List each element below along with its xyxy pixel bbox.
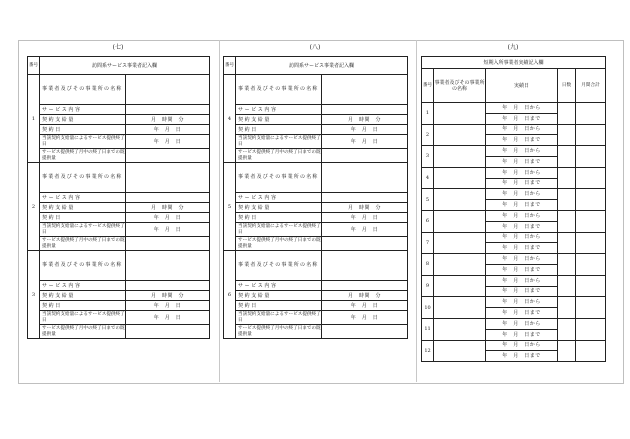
record-row bbox=[422, 124, 606, 135]
field-label: 事業者及びその事業所の名称 bbox=[236, 163, 322, 193]
visit-service-table bbox=[223, 56, 408, 339]
field-value[interactable]: 月 時間 分 bbox=[126, 291, 210, 301]
field-value[interactable] bbox=[126, 251, 210, 281]
record-row bbox=[422, 103, 606, 114]
group-number: 4 bbox=[224, 75, 236, 163]
short-stay-table bbox=[421, 56, 606, 362]
panel-title: (八) bbox=[309, 44, 321, 51]
field-label: 当該契約支給量によるサービス提供終了日 bbox=[40, 311, 126, 325]
period-cell[interactable]: 年 月 日まで bbox=[486, 113, 558, 124]
col-provider: 事業者及びその事業所の名称 bbox=[434, 69, 486, 103]
provider-cell[interactable] bbox=[434, 275, 486, 297]
usage-before-end-row bbox=[224, 325, 408, 339]
period-cell[interactable]: 年 月 日まで bbox=[486, 200, 558, 211]
monthly-total-cell[interactable] bbox=[576, 189, 606, 211]
provider-name-row bbox=[224, 251, 408, 281]
period-cell[interactable]: 年 月 日から bbox=[486, 167, 558, 178]
header-number: 番号 bbox=[28, 57, 40, 75]
page-fold-divider bbox=[416, 40, 417, 382]
contract-amount-row bbox=[224, 291, 408, 301]
record-row bbox=[422, 254, 606, 265]
field-value[interactable]: 年 月 日 bbox=[126, 311, 210, 325]
field-label: 契約支給量 bbox=[236, 291, 322, 301]
end-date-row bbox=[224, 311, 408, 325]
field-value[interactable] bbox=[126, 105, 210, 115]
field-value[interactable]: 年 月 日 bbox=[322, 311, 408, 325]
usage-before-end-row bbox=[28, 149, 210, 163]
field-label: 事業者及びその事業所の名称 bbox=[40, 251, 126, 281]
provider-cell[interactable] bbox=[434, 124, 486, 146]
header-title: 訪問系サービス事業者記入欄 bbox=[236, 57, 408, 75]
table-header-row bbox=[224, 57, 408, 75]
provider-name-row bbox=[28, 75, 210, 105]
day-count-cell[interactable] bbox=[558, 103, 576, 125]
col-days: 実績日 bbox=[486, 69, 558, 103]
provider-cell[interactable] bbox=[434, 297, 486, 319]
day-count-cell[interactable] bbox=[558, 340, 576, 362]
end-date-row bbox=[28, 135, 210, 149]
end-date-row bbox=[224, 223, 408, 237]
field-value[interactable]: 月 時間 分 bbox=[322, 291, 408, 301]
field-label: 契約支給量 bbox=[236, 203, 322, 213]
field-label: サービス内容 bbox=[40, 105, 126, 115]
row-number: 7 bbox=[422, 232, 434, 254]
field-value[interactable]: 月 時間 分 bbox=[126, 203, 210, 213]
service-content-row bbox=[224, 193, 408, 203]
field-value[interactable]: 年 月 日 bbox=[322, 301, 408, 311]
field-label: 事業者及びその事業所の名称 bbox=[236, 251, 322, 281]
period-cell[interactable]: 年 月 日から bbox=[486, 232, 558, 243]
field-label: サービス提供終了月中の終了日までの既提供量 bbox=[236, 237, 322, 251]
period-cell[interactable]: 年 月 日から bbox=[486, 210, 558, 221]
field-label: サービス提供終了月中の終了日までの既提供量 bbox=[236, 325, 322, 339]
provider-cell[interactable] bbox=[434, 232, 486, 254]
period-cell[interactable]: 年 月 日まで bbox=[486, 351, 558, 362]
group-number: 1 bbox=[28, 75, 40, 163]
period-cell[interactable]: 年 月 日まで bbox=[486, 329, 558, 340]
field-value[interactable] bbox=[322, 325, 408, 339]
service-content-row bbox=[224, 281, 408, 291]
day-count-cell[interactable] bbox=[558, 167, 576, 189]
period-cell[interactable]: 年 月 日から bbox=[486, 189, 558, 200]
row-number: 2 bbox=[422, 124, 434, 146]
period-cell[interactable]: 年 月 日まで bbox=[486, 243, 558, 254]
field-label: サービス内容 bbox=[236, 193, 322, 203]
field-value[interactable] bbox=[322, 193, 408, 203]
field-label: 当該契約支給量によるサービス提供終了日 bbox=[236, 135, 322, 149]
period-cell[interactable]: 年 月 日から bbox=[486, 275, 558, 286]
field-label: 契約日 bbox=[236, 125, 322, 135]
usage-before-end-row bbox=[224, 237, 408, 251]
contract-amount-row bbox=[28, 115, 210, 125]
monthly-total-cell[interactable] bbox=[576, 103, 606, 125]
monthly-total-cell[interactable] bbox=[576, 146, 606, 168]
field-label: サービス提供終了月中の終了日までの既提供量 bbox=[236, 149, 322, 163]
field-value[interactable]: 月 時間 分 bbox=[322, 203, 408, 213]
field-value[interactable] bbox=[322, 251, 408, 281]
field-label: 事業者及びその事業所の名称 bbox=[40, 75, 126, 105]
field-value[interactable] bbox=[322, 149, 408, 163]
service-content-row bbox=[224, 105, 408, 115]
service-content-row bbox=[28, 281, 210, 291]
end-date-row bbox=[28, 311, 210, 325]
row-number: 6 bbox=[422, 210, 434, 232]
monthly-total-cell[interactable] bbox=[576, 297, 606, 319]
provider-name-row bbox=[224, 163, 408, 193]
row-number: 3 bbox=[422, 146, 434, 168]
day-count-cell[interactable] bbox=[558, 254, 576, 276]
field-label: サービス内容 bbox=[236, 281, 322, 291]
period-cell[interactable]: 年 月 日から bbox=[486, 297, 558, 308]
field-label: 契約日 bbox=[40, 125, 126, 135]
provider-cell[interactable] bbox=[434, 210, 486, 232]
field-label: サービス提供終了月中の終了日までの既提供量 bbox=[40, 325, 126, 339]
provider-cell[interactable] bbox=[434, 340, 486, 362]
monthly-total-cell[interactable] bbox=[576, 232, 606, 254]
monthly-total-cell[interactable] bbox=[576, 275, 606, 297]
panel-title: (九) bbox=[507, 44, 519, 51]
header-title: 短期入所事業者実績記入欄 bbox=[422, 57, 606, 69]
field-label: 契約日 bbox=[236, 213, 322, 223]
field-value[interactable]: 年 月 日 bbox=[126, 125, 210, 135]
page-fold-divider bbox=[219, 40, 220, 382]
contract-amount-row bbox=[28, 203, 210, 213]
record-row bbox=[422, 275, 606, 286]
field-value[interactable] bbox=[126, 75, 210, 105]
visit-service-table bbox=[27, 56, 210, 339]
day-count-cell[interactable] bbox=[558, 297, 576, 319]
panel-short-stay-9 bbox=[421, 44, 605, 374]
day-count-cell[interactable] bbox=[558, 146, 576, 168]
table-header-row bbox=[28, 57, 210, 75]
day-count-cell[interactable] bbox=[558, 275, 576, 297]
field-value[interactable]: 月 時間 分 bbox=[126, 115, 210, 125]
field-value[interactable] bbox=[322, 105, 408, 115]
field-value[interactable] bbox=[126, 281, 210, 291]
period-cell[interactable]: 年 月 日から bbox=[486, 254, 558, 265]
row-number: 9 bbox=[422, 275, 434, 297]
field-label: 当該契約支給量によるサービス提供終了日 bbox=[40, 135, 126, 149]
header-title: 訪問系サービス事業者記入欄 bbox=[40, 57, 210, 75]
panel-title: (七) bbox=[112, 44, 124, 51]
field-label: 契約日 bbox=[40, 213, 126, 223]
field-value[interactable]: 年 月 日 bbox=[322, 135, 408, 149]
field-value[interactable] bbox=[322, 75, 408, 105]
period-cell[interactable]: 年 月 日から bbox=[486, 124, 558, 135]
row-number: 12 bbox=[422, 340, 434, 362]
day-count-cell[interactable] bbox=[558, 189, 576, 211]
day-count-cell[interactable] bbox=[558, 232, 576, 254]
group-number: 5 bbox=[224, 163, 236, 251]
col-monthly-total: 月間合計 bbox=[576, 69, 606, 103]
monthly-total-cell[interactable] bbox=[576, 318, 606, 340]
provider-name-row bbox=[28, 163, 210, 193]
field-value[interactable]: 年 月 日 bbox=[322, 213, 408, 223]
field-value[interactable]: 年 月 日 bbox=[126, 301, 210, 311]
contract-date-row bbox=[28, 301, 210, 311]
field-label: サービス提供終了月中の終了日までの既提供量 bbox=[40, 149, 126, 163]
row-number: 4 bbox=[422, 167, 434, 189]
field-label: 契約支給量 bbox=[40, 115, 126, 125]
row-number: 5 bbox=[422, 189, 434, 211]
usage-before-end-row bbox=[28, 325, 210, 339]
service-content-row bbox=[28, 193, 210, 203]
contract-date-row bbox=[224, 213, 408, 223]
field-label: 事業者及びその事業所の名称 bbox=[40, 163, 126, 193]
monthly-total-cell[interactable] bbox=[576, 340, 606, 362]
field-label: 当該契約支給量によるサービス提供終了日 bbox=[236, 223, 322, 237]
contract-date-row bbox=[224, 301, 408, 311]
panel-visit-service-7 bbox=[27, 44, 209, 374]
field-value[interactable]: 月 時間 分 bbox=[322, 115, 408, 125]
field-label: 事業者及びその事業所の名称 bbox=[236, 75, 322, 105]
provider-name-row bbox=[28, 251, 210, 281]
contract-amount-row bbox=[224, 203, 408, 213]
field-value[interactable]: 年 月 日 bbox=[322, 125, 408, 135]
field-value[interactable] bbox=[126, 237, 210, 251]
field-label: 契約日 bbox=[236, 301, 322, 311]
period-cell[interactable]: 年 月 日まで bbox=[486, 156, 558, 167]
period-cell[interactable]: 年 月 日まで bbox=[486, 178, 558, 189]
col-number: 番号 bbox=[422, 69, 434, 103]
field-label: 当該契約支給量によるサービス提供終了日 bbox=[236, 311, 322, 325]
provider-cell[interactable] bbox=[434, 189, 486, 211]
usage-before-end-row bbox=[224, 149, 408, 163]
row-number: 8 bbox=[422, 254, 434, 276]
field-label: 当該契約支給量によるサービス提供終了日 bbox=[40, 223, 126, 237]
period-cell[interactable]: 年 月 日まで bbox=[486, 135, 558, 146]
field-label: サービス内容 bbox=[40, 193, 126, 203]
field-value[interactable] bbox=[322, 163, 408, 193]
row-number: 1 bbox=[422, 103, 434, 125]
day-count-cell[interactable] bbox=[558, 318, 576, 340]
field-value[interactable] bbox=[126, 163, 210, 193]
field-label: サービス内容 bbox=[236, 105, 322, 115]
contract-date-row bbox=[224, 125, 408, 135]
monthly-total-cell[interactable] bbox=[576, 124, 606, 146]
field-value[interactable] bbox=[322, 237, 408, 251]
provider-cell[interactable] bbox=[434, 167, 486, 189]
period-cell[interactable]: 年 月 日まで bbox=[486, 264, 558, 275]
period-cell[interactable]: 年 月 日まで bbox=[486, 221, 558, 232]
monthly-total-cell[interactable] bbox=[576, 167, 606, 189]
field-value[interactable]: 年 月 日 bbox=[126, 223, 210, 237]
field-value[interactable] bbox=[126, 193, 210, 203]
row-number: 11 bbox=[422, 318, 434, 340]
day-count-cell[interactable] bbox=[558, 124, 576, 146]
monthly-total-cell[interactable] bbox=[576, 210, 606, 232]
header-number: 番号 bbox=[224, 57, 236, 75]
end-date-row bbox=[28, 223, 210, 237]
day-count-cell[interactable] bbox=[558, 210, 576, 232]
field-label: 契約支給量 bbox=[40, 203, 126, 213]
period-cell[interactable]: 年 月 日まで bbox=[486, 308, 558, 319]
field-label: 契約日 bbox=[40, 301, 126, 311]
provider-cell[interactable] bbox=[434, 318, 486, 340]
period-cell[interactable]: 年 月 日から bbox=[486, 340, 558, 351]
service-content-row bbox=[28, 105, 210, 115]
contract-date-row bbox=[28, 213, 210, 223]
field-label: サービス内容 bbox=[40, 281, 126, 291]
provider-cell[interactable] bbox=[434, 103, 486, 125]
record-row bbox=[422, 189, 606, 200]
field-value[interactable] bbox=[322, 281, 408, 291]
period-cell[interactable]: 年 月 日から bbox=[486, 146, 558, 157]
end-date-row bbox=[224, 135, 408, 149]
column-header-row bbox=[422, 69, 606, 103]
record-row bbox=[422, 297, 606, 308]
period-cell[interactable]: 年 月 日から bbox=[486, 318, 558, 329]
record-row bbox=[422, 210, 606, 221]
contract-amount-row bbox=[224, 115, 408, 125]
field-value[interactable]: 年 月 日 bbox=[322, 223, 408, 237]
group-number: 3 bbox=[28, 251, 40, 339]
record-row bbox=[422, 232, 606, 243]
group-number: 2 bbox=[28, 163, 40, 251]
table-header-row bbox=[422, 57, 606, 69]
field-label: サービス提供終了月中の終了日までの既提供量 bbox=[40, 237, 126, 251]
panel-visit-service-8 bbox=[223, 44, 407, 374]
contract-date-row bbox=[28, 125, 210, 135]
field-label: 契約支給量 bbox=[236, 115, 322, 125]
contract-amount-row bbox=[28, 291, 210, 301]
row-number: 10 bbox=[422, 297, 434, 319]
group-number: 6 bbox=[224, 251, 236, 339]
field-value[interactable] bbox=[126, 149, 210, 163]
field-value[interactable]: 年 月 日 bbox=[126, 135, 210, 149]
record-row bbox=[422, 340, 606, 351]
field-value[interactable] bbox=[126, 325, 210, 339]
provider-cell[interactable] bbox=[434, 254, 486, 276]
record-row bbox=[422, 146, 606, 157]
period-cell[interactable]: 年 月 日から bbox=[486, 103, 558, 114]
usage-before-end-row bbox=[28, 237, 210, 251]
provider-cell[interactable] bbox=[434, 146, 486, 168]
record-row bbox=[422, 167, 606, 178]
provider-name-row bbox=[224, 75, 408, 105]
col-count: 日数 bbox=[558, 69, 576, 103]
period-cell[interactable]: 年 月 日まで bbox=[486, 286, 558, 297]
field-label: 契約支給量 bbox=[40, 291, 126, 301]
monthly-total-cell[interactable] bbox=[576, 254, 606, 276]
record-row bbox=[422, 318, 606, 329]
field-value[interactable]: 年 月 日 bbox=[126, 213, 210, 223]
